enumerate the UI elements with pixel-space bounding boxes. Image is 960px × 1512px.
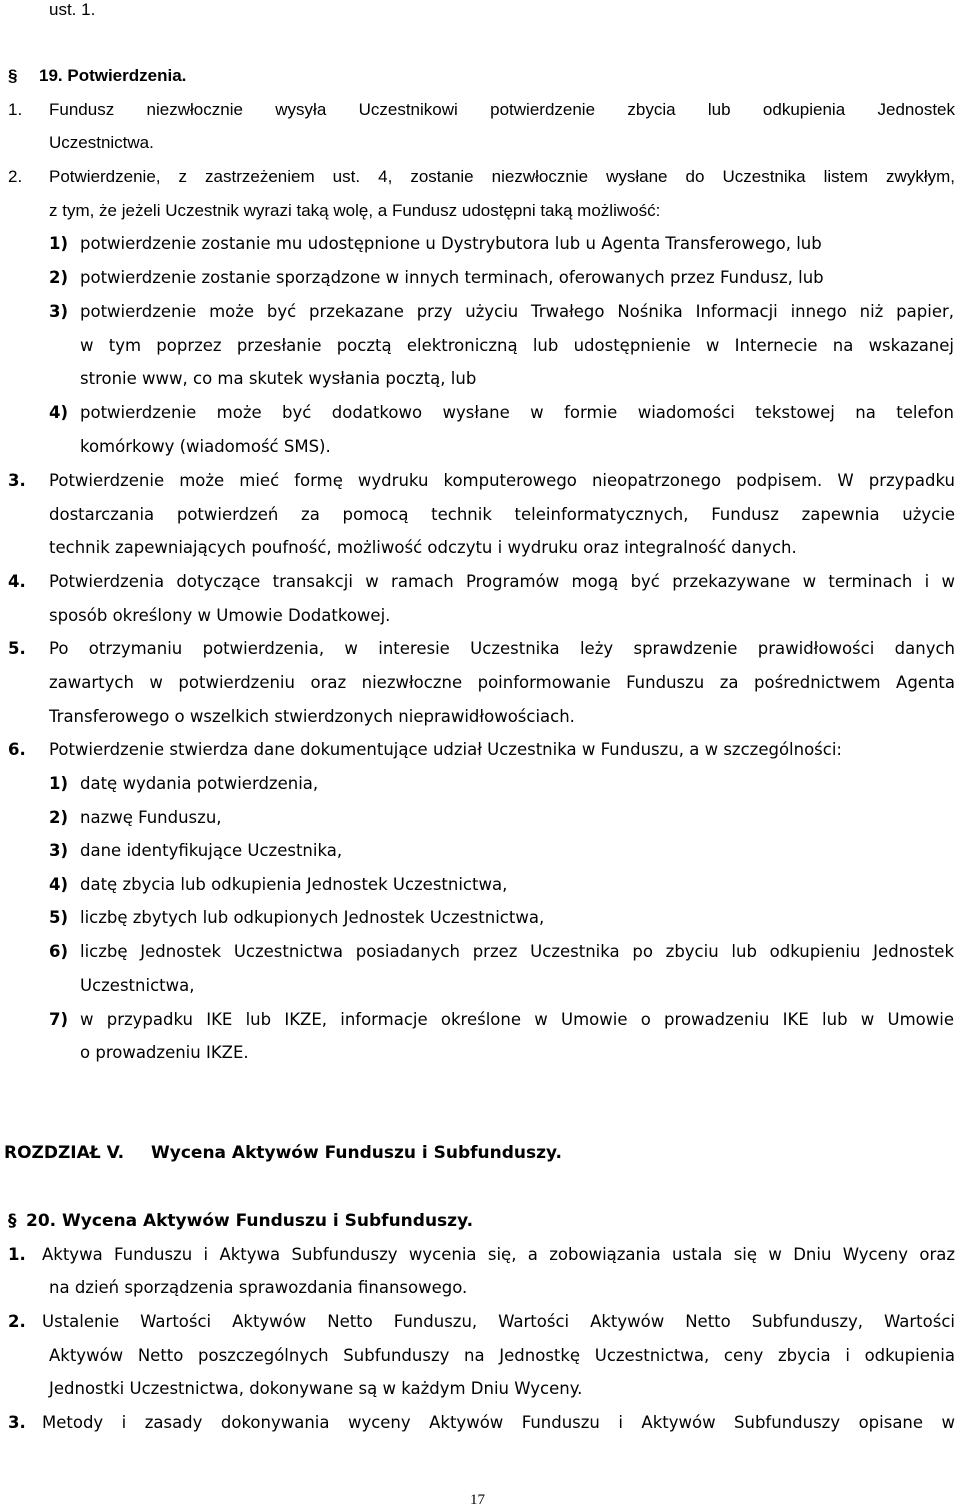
list-number: 3) [49,302,69,321]
paragraph-line: Potwierdzenie stwierdza dane dokumentujące udział Uczestnika w Funduszu, a w szczególności: [49,740,842,759]
paragraph-number: 4. [8,572,26,591]
paragraph-number: 6. [8,740,26,759]
paragraph-number: 5. [8,639,26,658]
chapter-label: ROZDZIAŁ V. [4,1143,125,1163]
paragraph-line: Metody i zasady dokonywania wyceny Aktywów Funduszu i Aktywów Subfunduszy opisane w [42,1413,955,1432]
paragraph-line: Aktywa Funduszu i Aktywa Subfunduszy wycenia się, a zobowiązania ustala się w Dniu Wyceny oraz [42,1245,955,1264]
paragraph-number: 1. [8,1245,26,1264]
list-number: 7) [49,1010,69,1029]
list-item-line: Uczestnictwa, [80,976,195,995]
paragraph-line: Fundusz niezwłocznie wysyła Uczestnikowi potwierdzenie zbycia lub odkupienia Jednostek [49,100,955,119]
paragraph-line: sposób określony w Umowie Dodatkowej. [49,606,391,625]
paragraph-line: Potwierdzenia dotyczące transakcji w ramach Programów mogą być przekazywane w terminach i w [49,572,955,591]
paragraph-line: z tym, że jeżeli Uczestnik wyrazi taką wolę, a Fundusz udostępni taką możliwość: [49,201,661,220]
section-19-title: 19. Potwierdzenia. [39,66,187,85]
paragraph-number: 2. [8,167,23,186]
list-item-line: potwierdzenie zostanie sporządzone w innych terminach, oferowanych przez Fundusz, lub [80,268,824,287]
chapter-title: Wycena Aktywów Funduszu i Subfunduszy. [151,1143,563,1163]
paragraph-number: 2. [8,1312,26,1331]
section-19-symbol: § [8,66,18,85]
list-item-line: liczbę Jednostek Uczestnictwa posiadanych przez Uczestnika po zbyciu lub odkupieniu Jednostek [80,942,954,961]
section-20-symbol: § [8,1211,17,1231]
list-item-line: nazwę Funduszu, [80,808,222,827]
section-20-title: 20. Wycena Aktywów Funduszu i Subfunduszy. [26,1211,474,1231]
list-number: 2) [49,268,69,287]
list-number: 6) [49,942,69,961]
paragraph-number: 3. [8,471,26,490]
paragraph-line: dostarczania potwierdzeń za pomocą technik teleinformatycznych, Fundusz zapewnia użycie [49,505,955,524]
paragraph-number: 1. [8,100,23,119]
paragraph-line: Po otrzymaniu potwierdzenia, w interesie Uczestnika leży sprawdzenie prawidłowości danych [49,639,955,658]
paragraph-line: Transferowego o wszelkich stwierdzonych nieprawidłowościach. [49,707,575,726]
paragraph-line: Aktywów Netto poszczególnych Subfunduszy na Jednostkę Uczestnictwa, ceny zbycia i odkupienia [49,1346,955,1365]
paragraph-line: Potwierdzenie może mieć formę wydruku komputerowego nieopatrzonego podpisem. W przypadku [49,471,955,490]
list-item-line: potwierdzenie może być dodatkowo wysłane w formie wiadomości tekstowej na telefon [80,403,954,422]
list-item-line: dane identyfikujące Uczestnika, [80,841,343,860]
paragraph-line: na dzień sporządzenia sprawozdania finansowego. [49,1278,468,1297]
list-item-line: komórkowy (wiadomość SMS). [80,437,331,456]
paragraph-line: Potwierdzenie, z zastrzeżeniem ust. 4, zostanie niezwłocznie wysłane do Uczestnika listem zwykłym, [49,167,955,186]
list-number: 4) [49,875,69,894]
list-item-line: datę wydania potwierdzenia, [80,774,319,793]
list-number: 1) [49,774,69,793]
paragraph-line: zawartych w potwierdzeniu oraz niezwłoczne poinformowanie Funduszu za pośrednictwem Agenta [49,673,955,692]
page-number: 17 [470,1492,485,1508]
paragraph-line: Uczestnictwa. [49,133,154,152]
list-item-line: w przypadku IKE lub IKZE, informacje określone w Umowie o prowadzeniu IKE lub w Umowie [80,1010,954,1029]
list-item-line: potwierdzenie może być przekazane przy użyciu Trwałego Nośnika Informacji innego niż papier, [80,302,954,321]
continuation-text: ust. 1. [49,0,96,19]
list-item-line: liczbę zbytych lub odkupionych Jednostek Uczestnictwa, [80,908,545,927]
paragraph-line: Jednostki Uczestnictwa, dokonywane są w każdym Dniu Wyceny. [49,1379,583,1398]
paragraph-number: 3. [8,1413,26,1432]
paragraph-line: technik zapewniających poufność, możliwość odczytu i wydruku oraz integralność danych. [49,538,797,557]
list-number: 4) [49,403,69,422]
list-item-line: datę zbycia lub odkupienia Jednostek Uczestnictwa, [80,875,508,894]
list-item-line: stronie www, co ma skutek wysłania pocztą, lub [80,369,477,388]
list-number: 2) [49,808,69,827]
paragraph-line: Ustalenie Wartości Aktywów Netto Funduszu, Wartości Aktywów Netto Subfunduszy, Wartości [42,1312,955,1331]
list-number: 5) [49,908,69,927]
list-number: 3) [49,841,69,860]
list-number: 1) [49,234,69,253]
list-item-line: potwierdzenie zostanie mu udostępnione u Dystrybutora lub u Agenta Transferowego, lub [80,234,822,253]
list-item-line: o prowadzeniu IKZE. [80,1043,249,1062]
list-item-line: w tym poprzez przesłanie pocztą elektroniczną lub udostępnienie w Internecie na wskazanej [80,336,954,355]
